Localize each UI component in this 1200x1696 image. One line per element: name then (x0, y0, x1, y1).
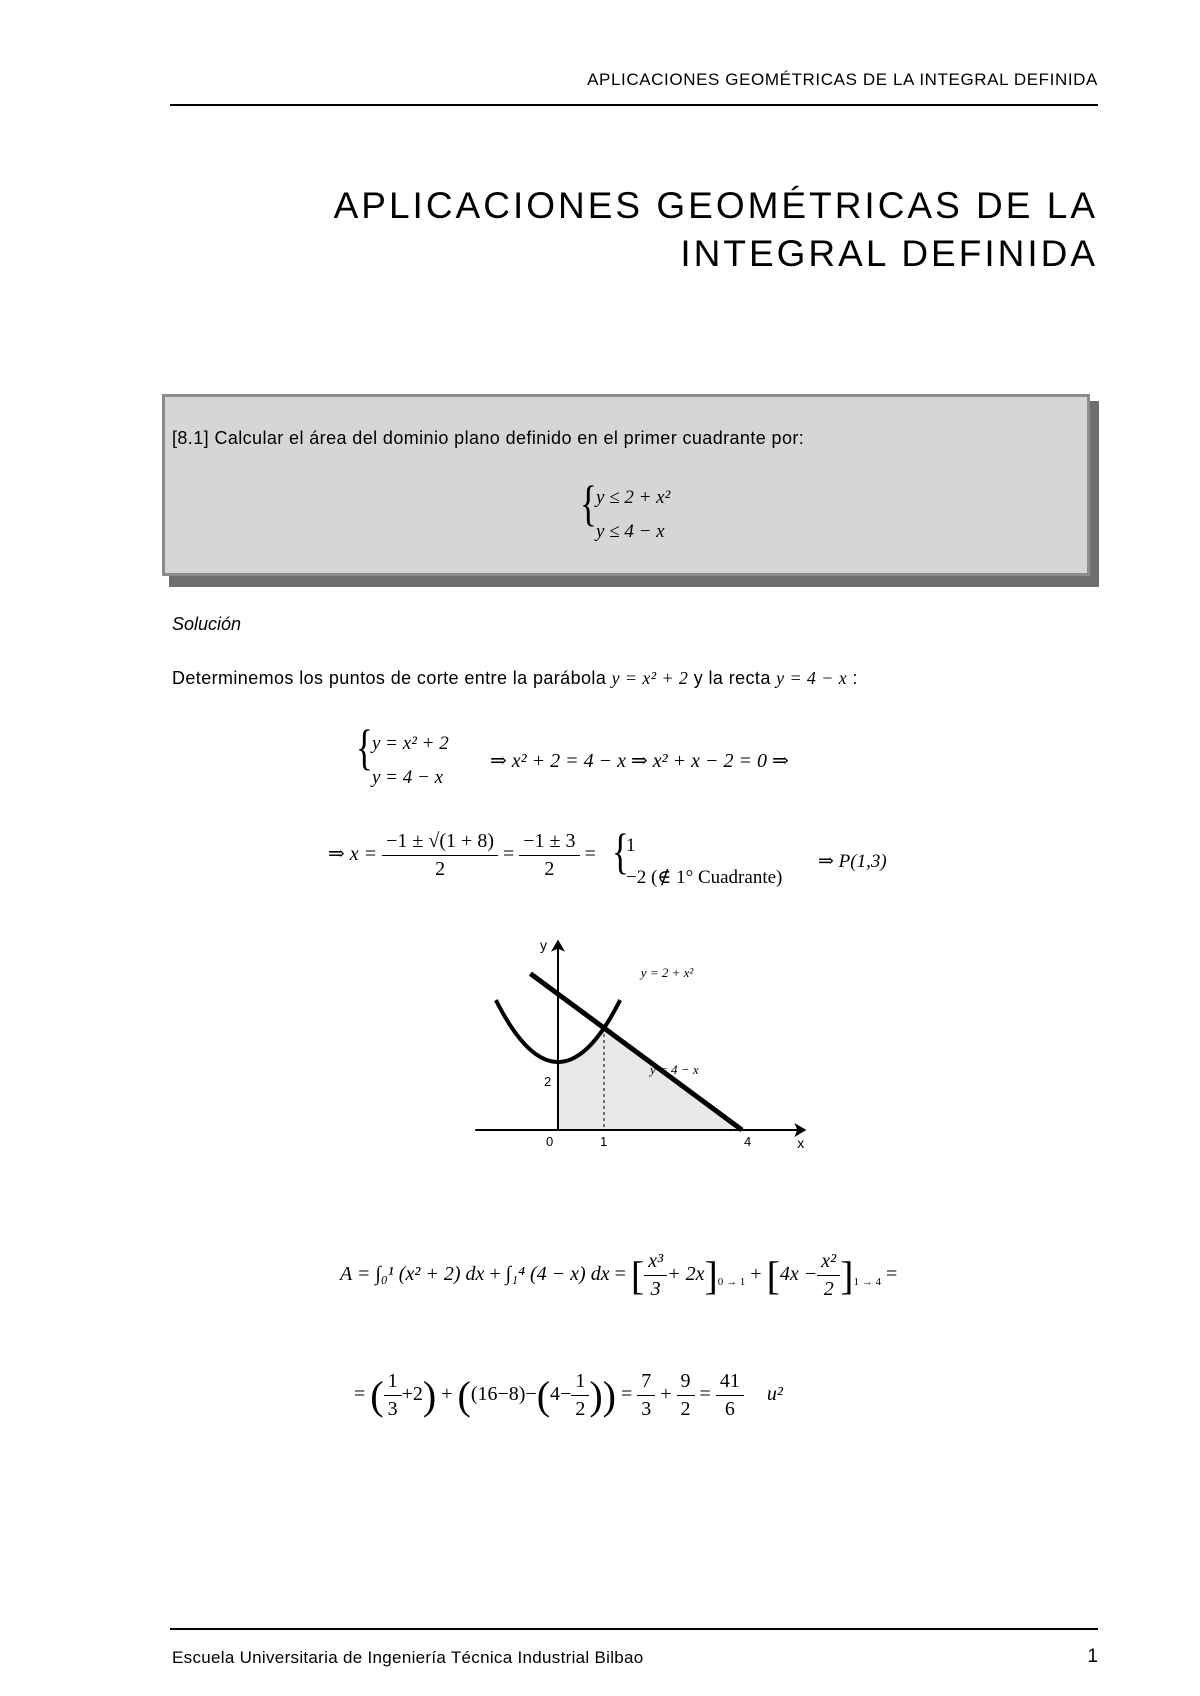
header-rule (170, 104, 1098, 106)
graph (455, 930, 855, 1170)
bracket1-limits: 0 → 1 (717, 1276, 746, 1289)
x-tick-0: 0 (546, 1134, 554, 1149)
intersection-point: ⇒ P(1,3) (818, 851, 887, 872)
y-tick-2: 2 (544, 1074, 552, 1089)
fraction-simplified: $\frac{-1 \pm 3}{2}$ (519, 830, 579, 881)
problem-text: Calcular el área del dominio plano definido en el primer cuadrante por: (214, 428, 805, 448)
frac-one-half: $\frac{1}{2}$ (571, 1370, 589, 1421)
running-header: APLICACIONES GEOMÉTRICAS DE LA INTEGRAL DEFINIDA (587, 70, 1098, 89)
step2-prefix: ⇒ x = (328, 843, 378, 866)
x-tick-4: 4 (744, 1134, 752, 1149)
solution-system-eq1: y = x² + 2 (372, 733, 449, 754)
root-2: −2 (∉ 1° Cuadrante) (626, 867, 783, 888)
line-label: y = 4 − x (650, 1061, 699, 1077)
area-equals: = (614, 1263, 626, 1286)
shaded-area (558, 1028, 742, 1130)
bracket1-rest: + 2x (667, 1263, 705, 1286)
problem-condition-1: y ≤ 2 + x² (596, 487, 671, 508)
chapter-title-line2: INTEGRAL DEFINIDA (680, 233, 1098, 274)
bracket1-fraction: $\frac{\text{x³}}{3}$ (644, 1250, 667, 1301)
x-axis-label: x (797, 1135, 805, 1151)
area-equation-1: A = ∫₀¹ (x² + 2) dx + ∫₁⁴ (4 − x) dx = [ $\frac{\text{x³}}{3}$ + $2x]_{0 \to 1} + [4x$ − $\frac{\text{x²}}{2}$ ]$_{1 \to 4}$ = (340, 1250, 898, 1300)
root-1: 1 (626, 835, 636, 856)
result-fraction-final: $\frac{41}{6}$ (716, 1370, 744, 1421)
equation-step2: ⇒ x = $\frac{-1 \pm √(1 + 8)}{2}$ = $\frac{-1 \pm 3}{2}$ = (328, 830, 596, 880)
y-axis-label: y (540, 936, 547, 953)
parabola-label: y = 2 + x² (640, 965, 694, 980)
intro-text (172, 668, 858, 689)
solution-system-eq2: y = 4 − x (372, 767, 444, 788)
bracket2-limits: 1 → 4 (853, 1276, 881, 1289)
area-integral-1: ∫₀¹ (x² + 2) dx (375, 1263, 485, 1286)
area-plus: + (489, 1263, 501, 1286)
solution-system-brace: { (356, 719, 373, 775)
area-integral-2: ∫₁⁴ (4 − x) dx (505, 1263, 610, 1286)
intro-after: : (847, 668, 858, 688)
area-lhs: A = (340, 1263, 371, 1286)
x-tick-1: 1 (600, 1134, 608, 1149)
roots-brace: { (612, 823, 629, 879)
intro-parabola: y = x² + 2 (611, 668, 689, 688)
bracket2-fraction: $\frac{\text{x²}}{2}$ (817, 1250, 840, 1301)
area-unit: u² (766, 1383, 783, 1406)
result-fraction-1: $\frac{7}{3}$ (637, 1370, 655, 1421)
solution-label: Solución (172, 614, 242, 634)
result-fraction-2: $\frac{9}{2}$ (677, 1370, 695, 1421)
intro-line: y = 4 − x (776, 668, 848, 688)
problem-condition-2: y ≤ 4 − x (596, 521, 665, 542)
chapter-title (198, 182, 1098, 278)
problem-system-brace: { (580, 475, 597, 531)
footer-rule (170, 1628, 1098, 1630)
equation-step1: ⇒ x² + 2 = 4 − x ⇒ x² + x − 2 = 0 ⇒ (490, 750, 789, 772)
frac-one-third: $\frac{1}{3}$ (384, 1370, 402, 1421)
intro-before: Determinemos los puntos de corte entre la parábola (172, 668, 612, 688)
area-equation-2: = ( $\frac{1}{3}$ +2) + ((16−8)−(4− $\frac{1}{2}$ )) = $\frac{7}{3}$ + $\frac{9}{2}$ = $\frac{41}{6}$ u² (354, 1370, 783, 1420)
fraction-quadratic: $\frac{-1 \pm √(1 + 8)}{2}$ (382, 830, 498, 881)
problem-box (162, 394, 1090, 576)
page-number: 1 (1087, 1646, 1098, 1667)
bracket2-pre: 4x − (779, 1263, 818, 1286)
problem-statement (172, 428, 804, 449)
footer-institution: Escuela Universitaria de Ingeniería Técnica Industrial Bilbao (172, 1648, 644, 1667)
intro-middle: y la recta (688, 668, 777, 688)
chapter-title-line1: APLICACIONES GEOMÉTRICAS DE LA (333, 185, 1098, 226)
problem-number: [8.1] (172, 428, 210, 448)
